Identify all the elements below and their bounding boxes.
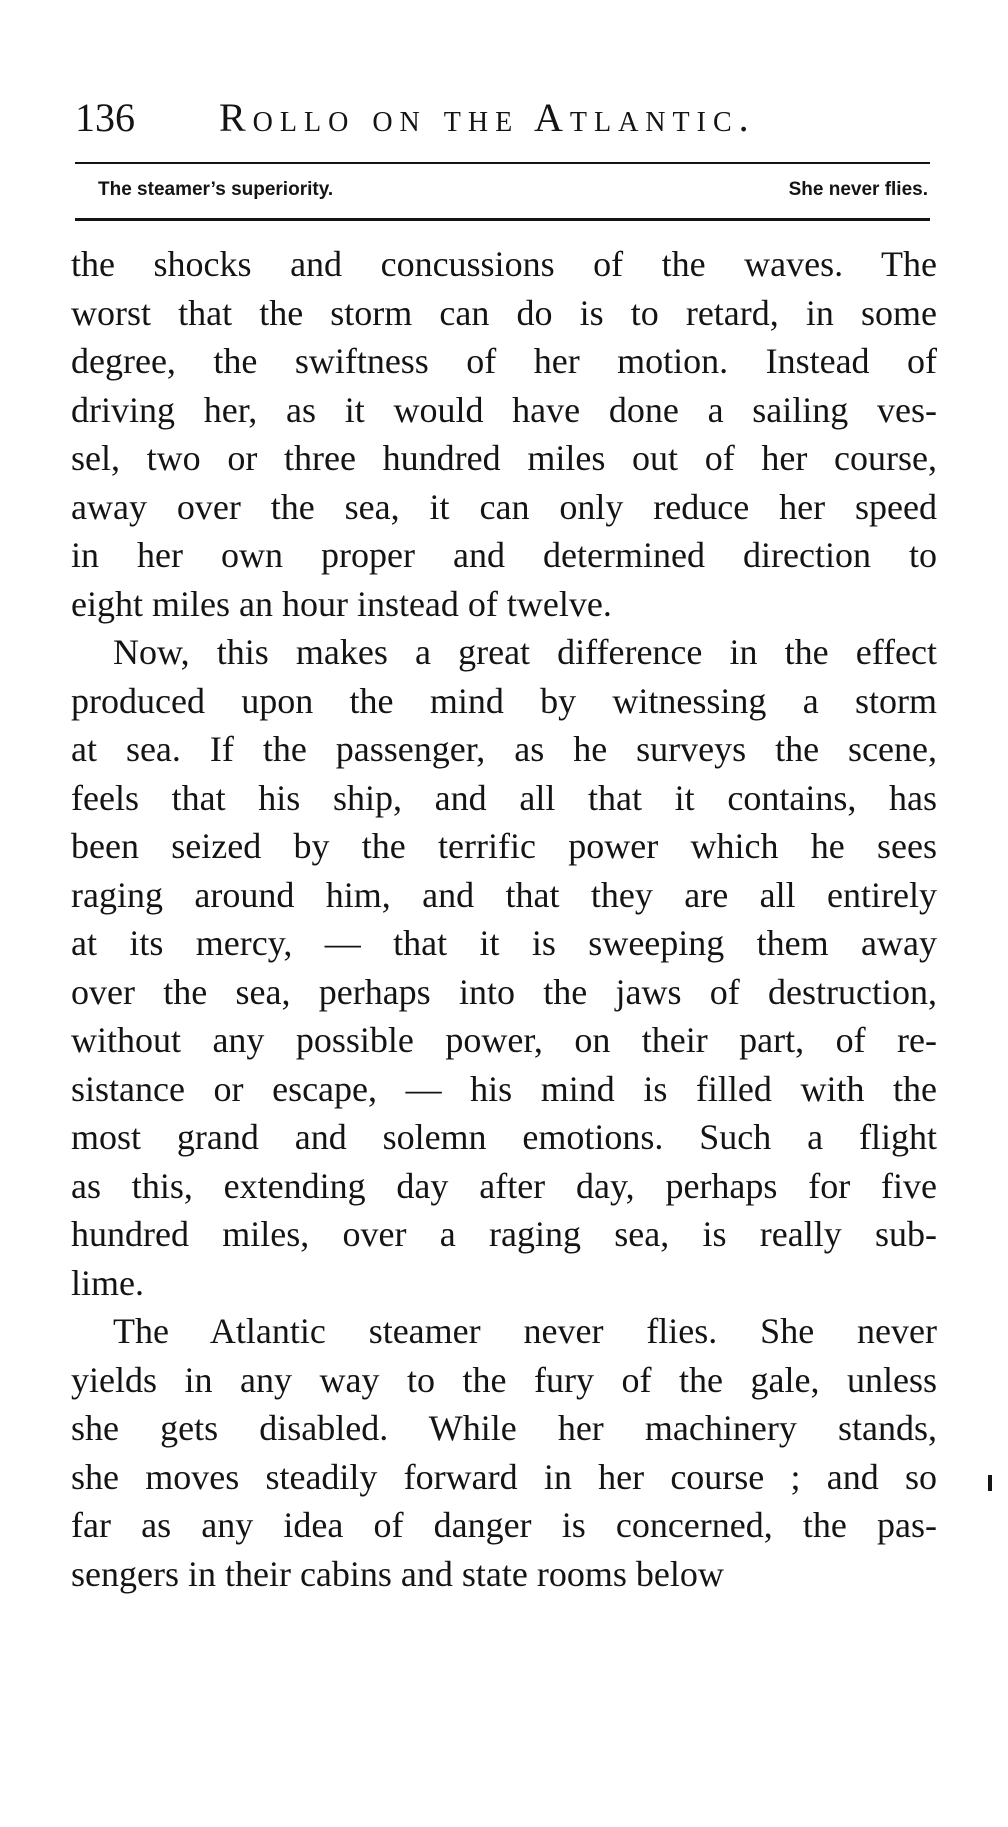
header-rule-top (75, 162, 930, 164)
paragraph (71, 1307, 937, 1598)
text-line: over the sea, perhaps into the jaws of destruction, (71, 971, 937, 1012)
margin-mark (988, 1475, 992, 1491)
text-line: far as any idea of danger is concerned, the pas- (71, 1505, 937, 1545)
page-header (75, 88, 935, 148)
text-line: sel, two or three hundred miles out of her course, (71, 438, 937, 478)
marginal-subheads (98, 170, 930, 210)
text-line: sengers in their cabins and state rooms below (71, 1553, 724, 1594)
paragraph (71, 240, 937, 628)
text-line: she gets disabled. While her machinery stands, (71, 1408, 937, 1448)
text-line: at its mercy, — that it is sweeping them away (71, 923, 937, 963)
text-line: Now, this makes a great difference in the effect (113, 632, 937, 672)
text-line: eight miles an hour instead of twelve. (71, 583, 612, 624)
text-line: away over the sea, it can only reduce her speed (71, 486, 937, 527)
text-line: as this, extending day after day, perhaps for five (71, 1165, 937, 1206)
text-line: hundred miles, over a raging sea, is really sub- (71, 1214, 937, 1254)
text-line: been seized by the terrific power which he sees (71, 826, 937, 866)
text-line: produced upon the mind by witnessing a storm (71, 680, 937, 721)
text-line: most grand and solemn emotions. Such a flight (71, 1117, 937, 1157)
text-line: the shocks and concussions of the waves. The (71, 244, 937, 284)
text-line: feels that his ship, and all that it contains, has (71, 777, 937, 818)
text-line: lime. (71, 1262, 144, 1303)
running-title: Rollo on the Atlantic. (219, 95, 756, 140)
text-line: yields in any way to the fury of the gale, unless (71, 1359, 937, 1400)
text-line: without any possible power, on their part, of re- (71, 1020, 937, 1060)
text-line: at sea. If the passenger, as he surveys the scene, (71, 729, 937, 769)
text-line: sistance or escape, — his mind is filled with the (71, 1068, 937, 1109)
page-number: 136 (75, 95, 135, 140)
text-line: raging around him, and that they are all entirely (71, 874, 937, 915)
paragraph (71, 628, 937, 1307)
text-line: in her own proper and determined direction to (71, 535, 937, 575)
body-text (71, 240, 937, 1598)
text-line: worst that the storm can do is to retard, in some (71, 292, 937, 333)
header-rule-bottom (75, 218, 930, 221)
text-line: degree, the swiftness of her motion. Instead of (71, 341, 937, 381)
text-line: driving her, as it would have done a sailing ves- (71, 389, 937, 430)
subhead-left: The steamer’s superiority. (98, 179, 334, 200)
text-line: The Atlantic steamer never flies. She never (113, 1311, 937, 1351)
text-line: she moves steadily forward in her course ; and so (71, 1456, 937, 1497)
subhead-right: She never flies. (788, 179, 928, 200)
